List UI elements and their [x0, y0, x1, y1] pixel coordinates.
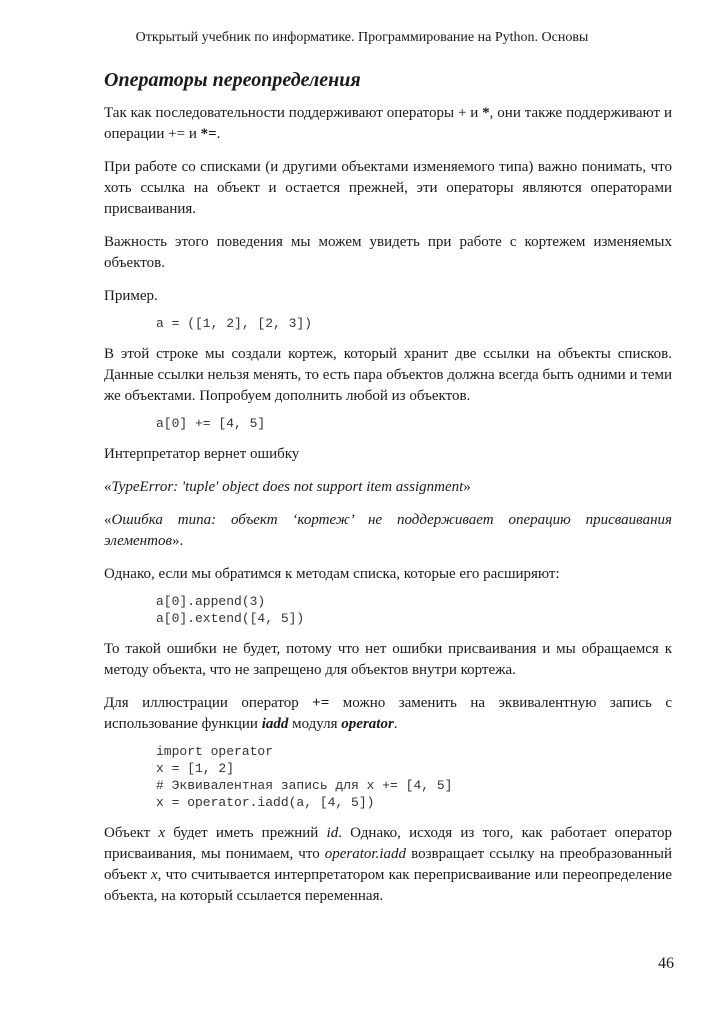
paragraph-12-var-x: x: [158, 825, 166, 841]
paragraph-12-var-x-2: x: [151, 867, 158, 883]
paragraph-11-iadd-text: iadd: [261, 716, 289, 732]
page-header: Открытый учебник по информатике. Программирование на Python. Основы: [135, 30, 589, 45]
paragraph-10: То такой ошибки не будет, потому что нет ошибки присваивания и мы обращаемся к методу объекта, что не запрещено для объектов внутри кортежа.: [104, 641, 672, 678]
paragraph-1: [104, 103, 672, 145]
code-line: a[0] += [4, 5]: [156, 416, 266, 431]
paragraph-12-text-g: возвращает ссылку на преобразованный объект: [104, 846, 672, 883]
paragraph-11: [104, 693, 672, 735]
paragraph-11-iadd: [262, 716, 289, 732]
paragraph-7: [104, 477, 672, 498]
code-line: a[0].extend([4, 5]): [156, 611, 305, 626]
paragraph-11-text-c: можно заменить на эквивалентную запись с использование функции: [104, 695, 672, 732]
paragraph-12-text-c: будет иметь прежний: [165, 825, 327, 841]
quote-open: «: [104, 512, 112, 528]
paragraph-9: Однако, если мы обратимся к методам списка, которые его расширяют:: [104, 566, 560, 582]
paragraph-1-bold-star-eq: *=: [200, 126, 217, 142]
paragraph-2: При работе со списками (и другими объектами изменяемого типа) важно понимать, что хоть ссылка на объект и остается прежней, эти операторы являются операторами присваивания.: [104, 159, 672, 217]
paragraph-11-operator-text: operator: [341, 716, 394, 732]
paragraph-12-text-e: . Однако, исходя из того, как работает оператор присваивания, мы понимаем, что: [104, 825, 672, 862]
code-line: # Эквивалентная запись для x += [4, 5]: [156, 778, 453, 793]
paragraph-1-text-c: , они также поддерживают и операции += и: [104, 105, 672, 142]
code-line: a[0].append(3): [156, 594, 266, 609]
quote-close: ».: [171, 533, 184, 549]
code-line: import operator: [156, 744, 274, 759]
paragraph-6: Интерпретатор вернет ошибку: [104, 446, 300, 462]
paragraph-3: Важность этого поведения мы можем увидеть при работе с кортежем изменяемых объектов.: [104, 234, 672, 271]
code-block-1: [104, 315, 672, 332]
page-number: 46: [658, 955, 674, 972]
paragraph-1-bold-star: *: [482, 105, 490, 121]
paragraph-12-id: id: [326, 825, 339, 841]
paragraph-5: В этой строке мы создали кортеж, который хранит две ссылки на объекты списков. Данные ссылки нельзя менять, то есть пара объектов должна всегда быть одними и теми же объектами. Попробуем дополнить любой из объектов.: [104, 346, 672, 404]
quote-close: »: [463, 479, 471, 495]
paragraph-12-text-i: , что считывается интерпретатором как переприсваивание или переопределение объекта, на который ссылается переменная.: [104, 867, 672, 904]
code-block-3: [104, 593, 672, 627]
paragraph-1-text-a: Так как последовательности поддерживают операторы + и: [104, 105, 483, 121]
paragraph-11-text-e: модуля: [288, 716, 342, 732]
paragraph-11-operator: [341, 716, 394, 732]
paragraph-11-text-g: .: [393, 716, 398, 732]
code-line: x = operator.iadd(a, [4, 5]): [156, 795, 375, 810]
paragraph-12: [104, 823, 672, 907]
code-block-4: [104, 743, 672, 811]
paragraph-4: Пример.: [104, 288, 158, 304]
error-message: TypeError: 'tuple' object does not support item assignment: [111, 479, 464, 495]
code-line: x = [1, 2]: [156, 761, 235, 776]
page-content: [104, 68, 672, 919]
code-line: a = ([1, 2], [2, 3]): [156, 316, 313, 331]
paragraph-11-text-a: Для иллюстрации оператор: [104, 695, 313, 711]
paragraph-1-text-e: .: [216, 126, 221, 142]
paragraph-12-text-a: Объект: [104, 825, 159, 841]
paragraph-11-bold-op: +=: [312, 695, 330, 711]
paragraph-12-iadd: operator.iadd: [324, 846, 407, 862]
error-translation: Ошибка типа: объект ‘кортеж’ не поддерживает операцию присваивания элементов: [104, 512, 672, 549]
code-block-2: [104, 415, 672, 432]
section-heading: Операторы переопределения: [104, 69, 361, 91]
quote-open: «: [104, 479, 112, 495]
paragraph-8: [104, 510, 672, 552]
